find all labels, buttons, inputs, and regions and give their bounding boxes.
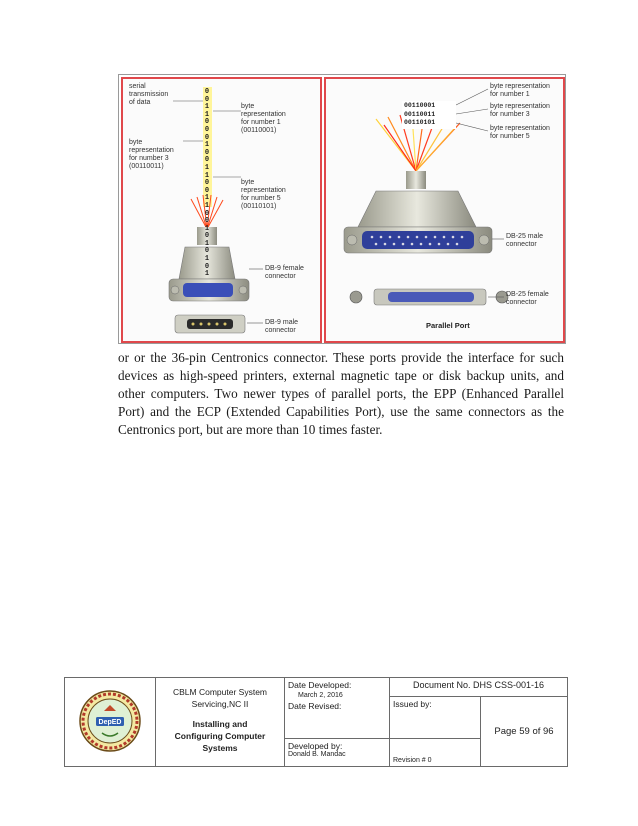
deped-seal-icon xyxy=(78,689,142,753)
document-footer xyxy=(64,677,568,767)
revision-number: Revision # 0 xyxy=(393,757,432,764)
issued-by-label: Issued by: xyxy=(393,699,432,710)
ports-figure xyxy=(118,74,566,344)
date-cell xyxy=(285,678,390,739)
date-revised-label: Date Revised: xyxy=(288,701,342,711)
date-developed-label: Date Developed: xyxy=(288,680,352,690)
developed-by-label: Developed by: xyxy=(288,741,343,752)
module-title-line1: CBLM Computer System xyxy=(173,687,267,697)
parallel-byte-1: 00110001 xyxy=(404,102,436,109)
issued-by-cell xyxy=(390,697,481,739)
module-subtitle-line2: Configuring Computer xyxy=(174,731,266,741)
db9-male-label: DB-9 male connector xyxy=(265,319,299,334)
parallel-byte-3: 00110011 xyxy=(404,110,436,118)
parallel-byte-stack xyxy=(402,101,456,129)
body-paragraph: or or the 36-pin Centronics connector. These ports provide the interface for such devices as high-speed printers, external magnetic tape or disk backup units, and other computers. Two newer types of parallel ports, the EPP (Enhanced Parallel Port) and the ECP (Extended Capabilities Port), use the same connectors as the Centronics port, but are more than 10 times faster. xyxy=(118,350,564,437)
document-number: Document No. DHS CSS-001-16 xyxy=(390,678,568,697)
serial-byte5-label: byte representation for number 5 (00110101) xyxy=(241,179,286,210)
revision-cell xyxy=(390,739,481,767)
serial-transmission-label: serial transmission of data xyxy=(129,83,169,106)
deped-logo-text: DepED xyxy=(98,719,122,726)
logo-cell xyxy=(65,678,156,767)
date-developed-value: March 2, 2016 xyxy=(298,692,343,699)
db25-female-label: DB-25 female connector xyxy=(506,291,549,306)
db25-male-label: DB-25 male connector xyxy=(506,233,543,248)
parallel-port-panel xyxy=(324,77,565,343)
module-subtitle-line3: Systems xyxy=(202,743,238,753)
parallel-byte5-label: byte representation for number 5 xyxy=(490,125,550,140)
developer-name: Donald B. Mandac xyxy=(288,751,346,759)
module-title-line2: Servicing,NC II xyxy=(191,699,249,709)
parallel-byte-5: 00110101 xyxy=(404,119,436,126)
parallel-byte1-label: byte representation for number 1 xyxy=(490,83,550,98)
page-number: Page 59 of 96 xyxy=(481,697,568,767)
module-title-cell xyxy=(156,678,285,767)
developed-by-cell xyxy=(285,739,390,767)
serial-port-panel xyxy=(121,77,322,343)
parallel-port-caption: Parallel Port xyxy=(426,321,470,330)
module-subtitle-line1: Installing and xyxy=(192,719,248,729)
serial-connector-illustration xyxy=(123,79,320,341)
serial-byte3-label: byte representation for number 3 (00110011) xyxy=(129,139,174,170)
serial-bit-stream: 0011000100110011001010101 xyxy=(204,88,210,279)
db9-female-label: DB-9 female connector xyxy=(265,265,304,280)
serial-byte1-label: byte representation for number 1 (00110001) xyxy=(241,103,286,134)
parallel-byte3-label: byte representation for number 3 xyxy=(490,103,550,118)
